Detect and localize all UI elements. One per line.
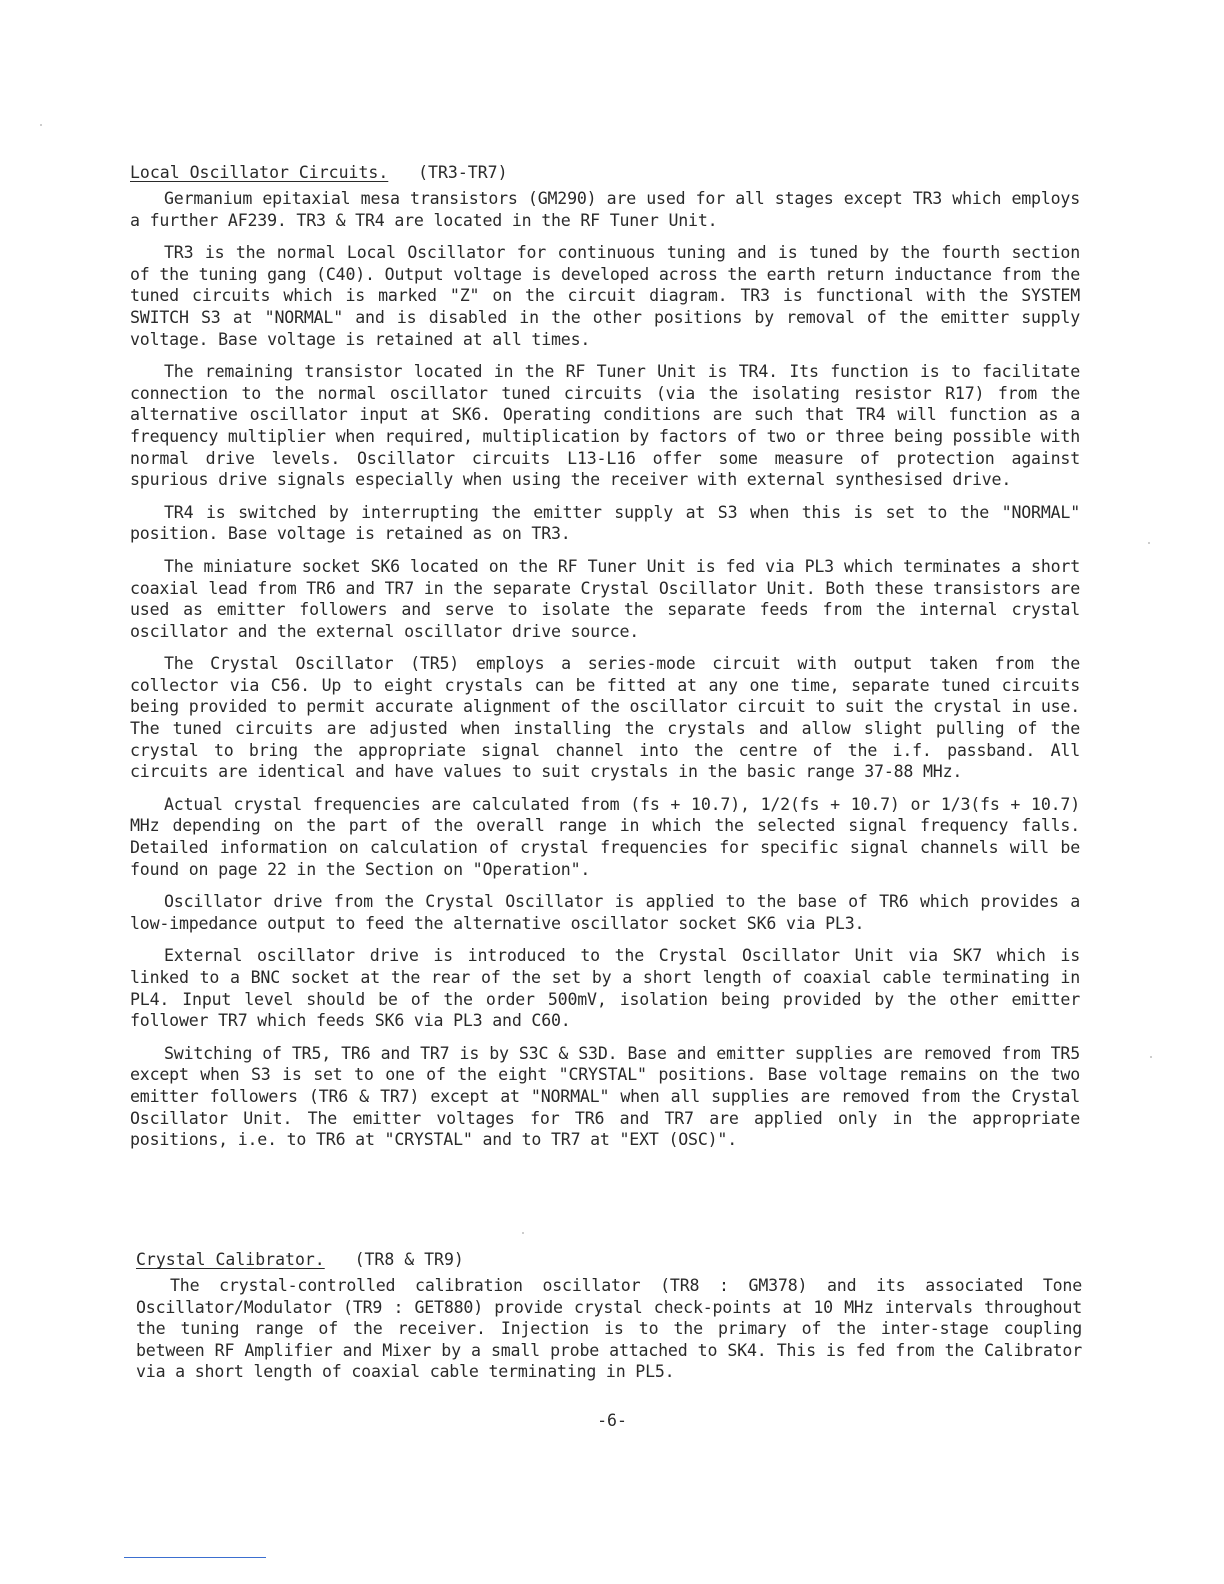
section-heading xyxy=(136,1249,1082,1271)
paragraph: TR3 is the normal Local Oscillator for continuous tuning and is tuned by the fourth section of the tuning gang (C40). Output voltage is developed across the earth return inductance from the tuned circuits which is marked "Z" on the circuit diagram. TR3 is functional with the SYSTEM SWITCH S3 at "NORMAL" and is disabled in the other positions by removal of the emitter supply voltage. Base voltage is retained at all times. xyxy=(130,243,1080,349)
paragraph: The remaining transistor located in the RF Tuner Unit is TR4. Its function is to facilitate connection to the normal oscillator tuned circuits (via the isolating resistor R17) from the alternative oscillator input at SK6. Operating conditions are such that TR4 will function as a frequency multiplier when required, multiplication by factors of two or three being possible with normal drive levels. Oscillator circuits L13-L16 offer some measure of protection against spurious drive signals especially when using the receiver with external synthesised drive. xyxy=(130,362,1080,490)
paragraph: TR4 is switched by interrupting the emitter supply at S3 when this is set to the "NORMAL" position. Base voltage is retained as on TR3. xyxy=(130,502,1080,544)
scan-edge-line xyxy=(124,1557,266,1558)
section-title: Crystal Calibrator. xyxy=(136,1250,325,1269)
section-subtitle: (TR3-TR7) xyxy=(418,163,508,182)
section-heading xyxy=(130,162,1080,184)
paragraph: The crystal-controlled calibration oscillator (TR8 : GM378) and its associated Tone Oscillator/Modulator (TR9 : GET880) provide crystal check-points at 10 MHz intervals throughout the tuning range of the receiver. Injection is to the primary of the inter-stage coupling between RF Amplifier and Mixer by a small probe attached to SK4. This is fed from the Calibrator via a short length of coaxial cable terminating in PL5. xyxy=(136,1276,1082,1382)
paragraph: External oscillator drive is introduced to the Crystal Oscillator Unit via SK7 which is linked to a BNC socket at the rear of the set by a short length of coaxial cable terminating in PL4. Input level should be of the order 500mV, isolation being provided by the other emitter follower TR7 which feeds SK6 via PL3 and C60. xyxy=(130,946,1080,1031)
paragraph: Switching of TR5, TR6 and TR7 is by S3C & S3D. Base and emitter supplies are removed from TR5 except when S3 is set to one of the eight "CRYSTAL" positions. Base voltage remains on the two emitter followers (TR6 & TR7) except at "NORMAL" when all supplies are removed from the Crystal Oscillator Unit. The emitter voltages for TR6 and TR7 are applied only in the appropriate positions, i.e. to TR6 at "CRYSTAL" and to TR7 at "EXT (OSC)". xyxy=(130,1043,1080,1150)
section-subtitle: (TR8 & TR9) xyxy=(354,1250,464,1269)
paragraph: The Crystal Oscillator (TR5) employs a series-mode circuit with output taken from the collector via C56. Up to eight crystals can be fitted at any one time, separate tuned circuits being provided to permit accurate alignment of the oscillator circuit to suit the crystal in use. The tuned circuits are adjusted when installing the crystals and allow slight pulling of the crystal to bring the appropriate signal channel into the centre of the i.f. passband. All circuits are identical and have values to suit crystals in the basic range 37-88 MHz. xyxy=(130,654,1080,782)
section-crystal-calibrator xyxy=(136,1249,1082,1394)
paragraph: The miniature socket SK6 located on the RF Tuner Unit is fed via PL3 which terminates a short coaxial lead from TR6 and TR7 in the separate Crystal Oscillator Unit. Both these transistors are used as emitter followers and serve to isolate the separate feeds from the internal crystal oscillator and the external oscillator drive source. xyxy=(130,556,1080,641)
paragraph: Germanium epitaxial mesa transistors (GM290) are used for all stages except TR3 which employs a further AF239. TR3 & TR4 are located in the RF Tuner Unit. xyxy=(130,189,1080,230)
scan-speck xyxy=(1150,1056,1152,1058)
section-title: Local Oscillator Circuits. xyxy=(130,163,389,182)
paragraph: Oscillator drive from the Crystal Oscillator is applied to the base of TR6 which provides a low-impedance output to feed the alternative oscillator socket SK6 via PL3. xyxy=(130,892,1080,933)
section-local-oscillator xyxy=(130,162,1080,1162)
paragraph: Actual crystal frequencies are calculated from (fs + 10.7), 1/2(fs + 10.7) or 1/3(fs + 10.7) MHz depending on the part of the overall range in which the selected signal frequency falls. Detailed information on calculation of crystal frequencies for specific signal channels will be found on page 22 in the Section on "Operation". xyxy=(130,794,1080,879)
scan-speck xyxy=(522,1232,524,1234)
scan-speck xyxy=(1148,542,1150,544)
scan-speck xyxy=(40,124,42,126)
page-number: -6- xyxy=(597,1411,627,1430)
